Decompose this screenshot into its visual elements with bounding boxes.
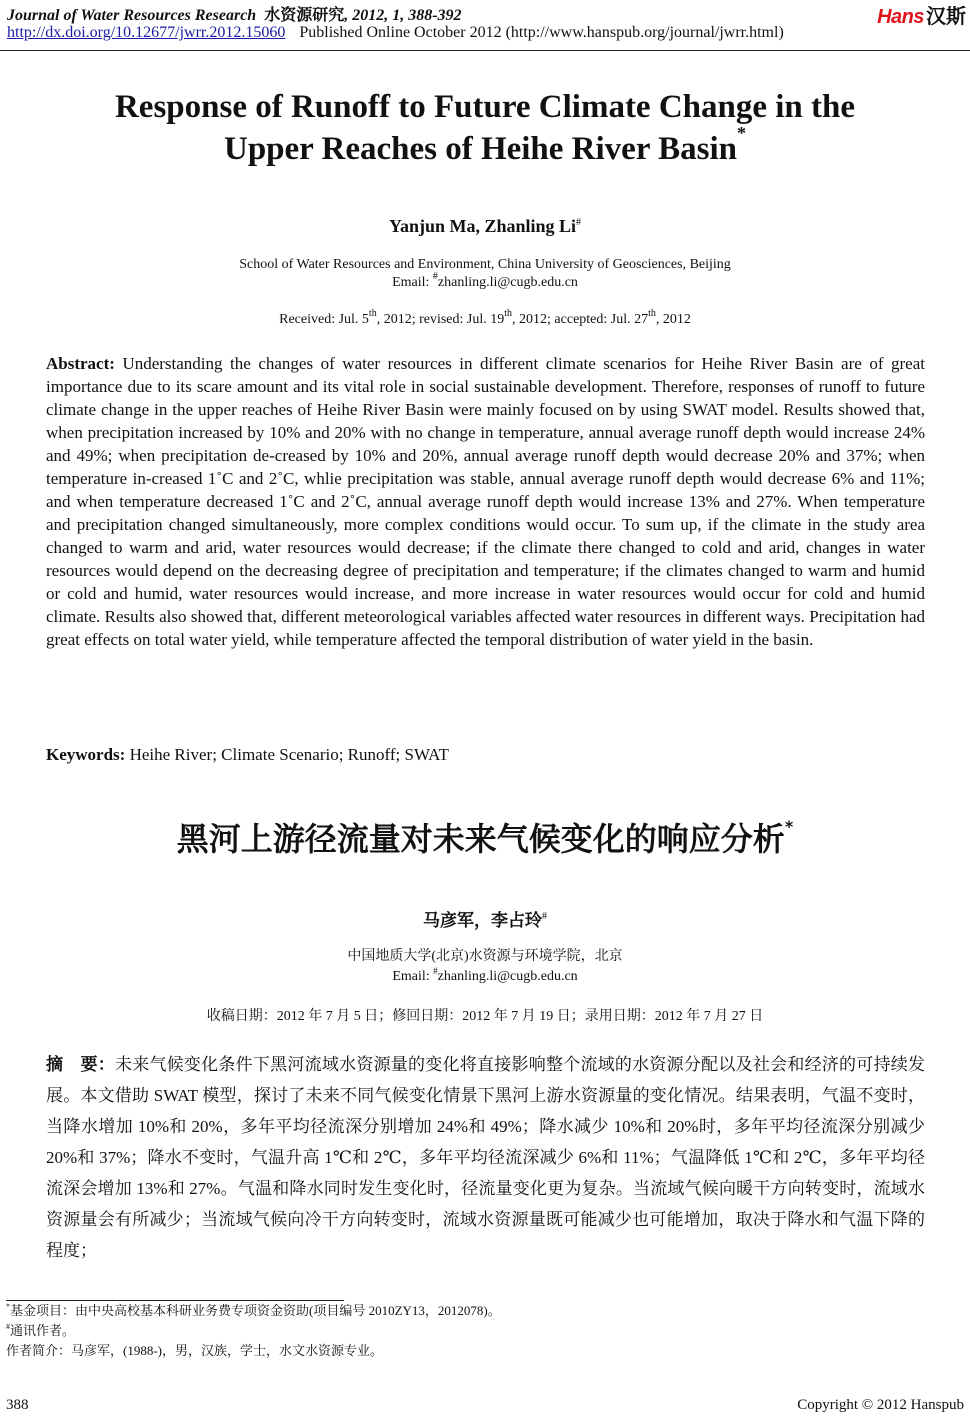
email-line	[0, 271, 970, 292]
abstract-text: Understanding the changes of water resources in different climate scenarios for Heihe River Basin are of great importance due to its scare amount and its vital role in social sustainable development. Therefore, responses of runoff to future climate change in the upper reaches of Heihe River Basin were mainly focused on by using SWAT model. Results showed that, when precipitation increased by 10% and 20% with no change in temperature, annual average runoff depth would increase 24% and 49%; when precipitation de-creased by 10% and 20%, annual average runoff depth would decrease 20% and 37%; when temperature in-creased 1˚C and 2˚C, whlie precipitation was stable, annual average runoff depth would decrease 6% and 11%; and when temperature decreased 1˚C and 2˚C, annual average runoff depth would increase 13% and 27%. When temperature and precipitation changed simultaneously, more complex conditions would occur. To sum up, if the climate in the study area changed to warm and arid, water resources would decrease; if the climate there changed to cold and arid, changes in water resources would depend on the decreasing degree of precipitation and temperature; if the climates changed to warm and humid or cold and humid, water resources would increase, and more increase in water resources would occur for cold and humid climate. Results also showed that, different meteorological variables affected water resources in different ways. Precipitation had great effects on total water yield, while temperature affected the temporal distribution of water yield in the basin.	[46, 354, 925, 649]
footnote-text: 基金项目：由中央高校基本科研业务费专项资金资助(项目编号 2010ZY13，2012078)。	[10, 1303, 501, 1318]
author-names: Yanjun Ma, Zhanling Li	[388, 216, 577, 236]
journal-name-en: Journal of Water Resources Research	[7, 7, 257, 24]
keywords-label: Keywords:	[46, 745, 126, 764]
email-mark: #	[433, 966, 438, 976]
doi-link[interactable]: http://dx.doi.org/10.12677/jwrr.2012.15060	[7, 24, 286, 41]
paper-title-en	[0, 86, 970, 170]
affiliation-cn-text: 中国地质大学(北京)水资源与环境学院，北京	[347, 949, 623, 964]
revised-date: , 2012; revised: Jul. 19	[376, 312, 505, 327]
footnote-mark: *	[6, 1302, 10, 1311]
author-names-cn: 马彦军，李占玲	[423, 911, 542, 930]
logo-text-cn: 汉斯	[926, 6, 966, 28]
footnote-author-bio	[6, 1342, 383, 1360]
header-divider	[0, 50, 970, 51]
title-line-1: Response of Runoff to Future Climate Change in the	[114, 89, 856, 125]
abstract-en	[46, 352, 925, 651]
page-number: 388	[6, 1397, 29, 1413]
journal-header	[7, 2, 462, 25]
corresponding-mark: #	[542, 911, 547, 922]
email-mark: #	[432, 271, 438, 282]
keywords-text: Heihe River; Climate Scenario; Runoff; SWAT	[125, 745, 449, 764]
authors-cn	[0, 906, 970, 931]
logo-text-en: Hans	[877, 6, 924, 28]
paper-title-cn	[0, 814, 970, 860]
email-address[interactable]: zhanling.li@cugb.edu.cn	[437, 969, 578, 984]
affiliation-cn	[0, 947, 970, 987]
footnote-divider	[6, 1300, 344, 1301]
email-label: Email:	[392, 275, 433, 290]
ordinal: th	[648, 308, 656, 319]
published-online: Published Online October 2012 (http://www.hanspub.org/journal/jwrr.html)	[299, 24, 784, 41]
title-line-2: Upper Reaches of Heihe River Basin	[224, 131, 737, 167]
abstract-cn	[46, 1049, 925, 1266]
corresponding-mark: #	[576, 217, 582, 228]
footnote-corresponding	[6, 1322, 75, 1340]
received-date: Received: Jul. 5	[279, 312, 369, 327]
doi-line	[7, 24, 784, 42]
affiliation-en	[0, 256, 970, 292]
affiliation-text: School of Water Resources and Environment, China University of Geosciences, Beijing	[239, 257, 731, 272]
funding-mark: *	[784, 817, 794, 836]
ordinal: th	[504, 308, 513, 319]
authors-en	[0, 216, 970, 237]
accepted-date: , 2012; accepted: Jul. 27	[512, 312, 649, 327]
footnote-funding	[6, 1302, 501, 1320]
date-year: , 2012	[655, 312, 691, 327]
email-line-cn	[0, 967, 970, 987]
footnote-text: 通讯作者。	[10, 1323, 76, 1338]
email-address[interactable]: zhanling.li@cugb.edu.cn	[437, 275, 578, 290]
abstract-label: Abstract:	[46, 354, 115, 373]
footnote-text: 作者简介：马彦军，(1988-)，男，汉族，学士，水文水资源专业。	[6, 1343, 383, 1358]
footnote-mark: #	[6, 1322, 10, 1331]
title-cn-text: 黑河上游径流量对未来气候变化的响应分析	[176, 820, 785, 858]
dates-cn: 收稿日期：2012 年 7 月 5 日；修回日期：2012 年 7 月 19 日；录用日期：2012 年 7 月 27 日	[206, 1009, 764, 1024]
journal-name-cn: 水资源研究	[264, 7, 345, 24]
ordinal: th	[368, 308, 377, 319]
copyright-notice: Copyright © 2012 Hanspub	[797, 1397, 964, 1413]
funding-mark: *	[737, 123, 746, 143]
email-label: Email:	[392, 969, 434, 984]
abstract-cn-label: 摘 要：	[46, 1055, 115, 1074]
keywords-en	[46, 743, 925, 766]
volume-info: , 2012, 1, 388-392	[344, 7, 462, 24]
abstract-cn-text: 未来气候变化条件下黑河流域水资源量的变化将直接影响整个流域的水资源分配以及社会和经济的可持续发展。本文借助 SWAT 模型，探讨了未来不同气候变化情景下黑河上游水资源量的变化情况。结果表明，气温不变时，当降水增加 10%和 20%，多年平均径流深分别增加 24%和 49%；降水减少 10%和 20%时，多年平均径流深分别减少 20%和 37%；降水不变时，气温升高 1℃和 2℃，多年平均径流深减少 6%和 11%；气温降低 1℃和 2℃，多年平均径流深会增加 13%和 27%。气温和降水同时发生变化时，径流量变化更为复杂。当流域气候向暖干方向转变时，流域水资源量会有所减少；当流域气候向冷干方向转变时，流域水资源量既可能减少也可能增加，取决于降水和气温下降的程度；	[46, 1055, 926, 1260]
publisher-logo	[877, 0, 966, 29]
dates-en	[0, 308, 970, 328]
